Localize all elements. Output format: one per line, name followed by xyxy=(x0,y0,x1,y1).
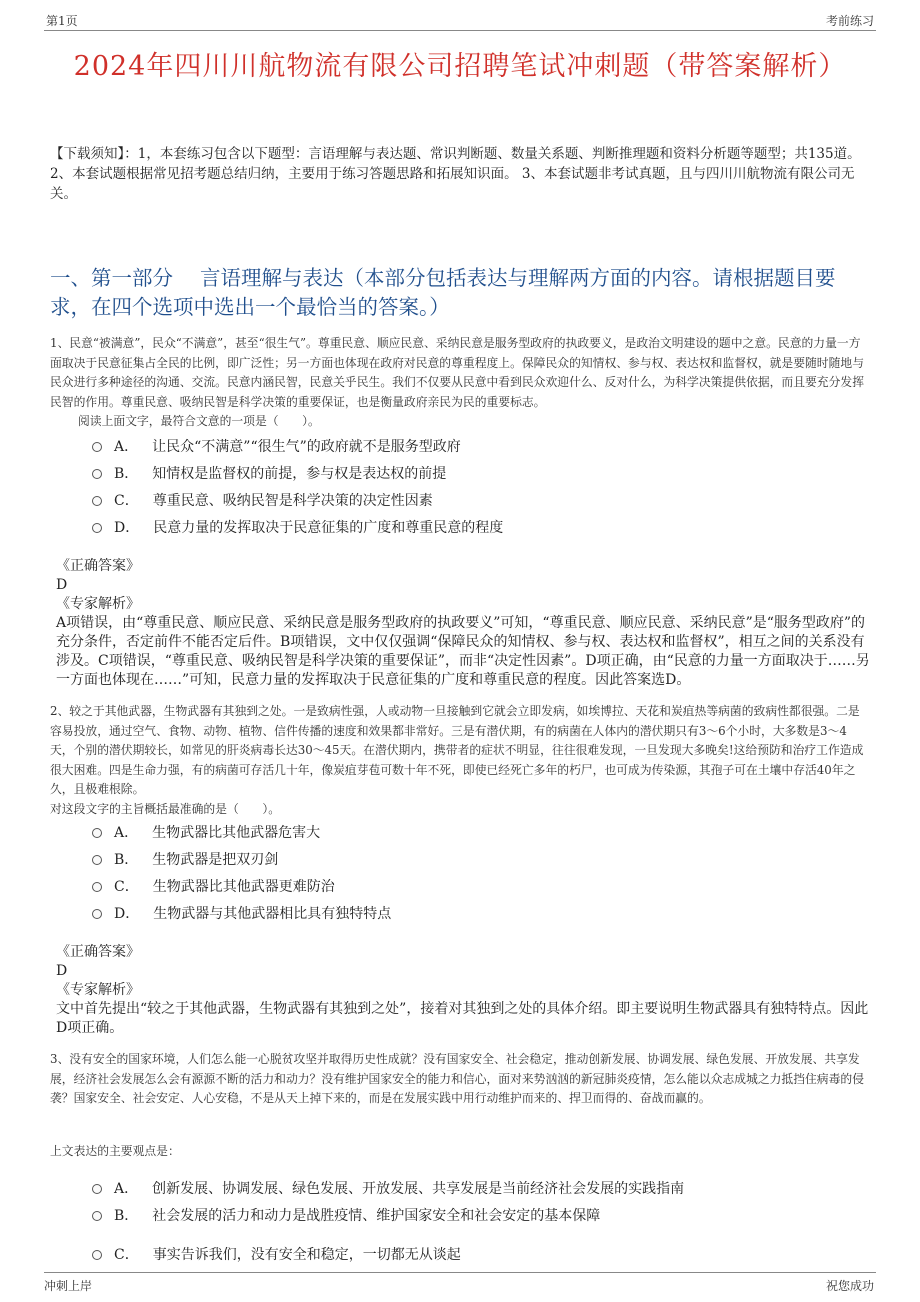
question-1-text: 1、民意“被满意”，民众“不满意”，甚至“很生气”。尊重民意、顺应民意、采纳民意是服务型政府的执政要义，是政治文明建设的题中之意。民意的力量一方面取决于民意征集占全民的比例，即广泛性；另一方面也体现在政府对民意的尊重程度上。保障民众的知情权、参与权、表达权和监督权，就是要随时随地与民众进行多种途径的沟通、交流。民意内涵民智，民意关乎民生。我们不仅要从民意中看到民众欢迎什么、反对什么，为科学决策提供依据，而且要充分发挥民智的作用。尊重民意、吸纳民智是科学决策的重要保证，也是衡量政府亲民为民的重要标志。 xyxy=(50,336,864,409)
question-1-stem xyxy=(50,334,868,432)
page-number: 第1页 xyxy=(46,14,78,28)
radio-icon[interactable] xyxy=(92,496,102,506)
footer-left-text: 冲刺上岸 xyxy=(44,1279,93,1293)
question-3-option-c[interactable]: C． 事实告诉我们，没有安全和稳定，一切都无从谈起 xyxy=(92,1244,461,1264)
answer-label: 《正确答案》 xyxy=(56,558,140,574)
header-tag: 考前练习 xyxy=(825,14,874,28)
question-1-prompt: 阅读上面文字，最符合文意的一项是（ ）。 xyxy=(78,414,320,428)
question-3-prompt: 上文表达的主要观点是： xyxy=(50,1144,180,1158)
document-title: 2024年四川川航物流有限公司招聘笔试冲刺题（带答案解析） xyxy=(73,51,847,82)
question-2-prompt: 对这段文字的主旨概括最准确的是（ ）。 xyxy=(50,801,281,816)
question-2-option-b[interactable]: B． 生物武器是把双刃剑 xyxy=(92,849,278,869)
question-2-stem xyxy=(50,702,868,819)
radio-icon[interactable] xyxy=(92,828,102,838)
footer-right-text: 祝您成功 xyxy=(825,1279,874,1293)
footer-rule xyxy=(44,1272,876,1273)
radio-icon[interactable] xyxy=(92,1211,102,1221)
question-2-option-c[interactable]: C． 生物武器比其他武器更难防治 xyxy=(92,876,335,896)
radio-icon[interactable] xyxy=(92,882,102,892)
analysis-text: A项错误，由“尊重民意、顺应民意、采纳民意是服务型政府的执政要义”可知，“尊重民意、顺应民意、采纳民意”是“服务型政府”的充分条件，否定前件不能否定后件。B项错误，文中仅仅强调“保障民众的知情权、参与权、表达权和监督权”，相互之间的关系没有涉及。C项错误，“尊重民意、吸纳民智是科学决策的重要保证”，而非“决定性因素”。D项正确，由“民意的力量一方面取决于……另一方面也体现在……”可知，民意力量的发挥取决于民意征集的广度和尊重民意的程度。因此答案选D。 xyxy=(56,615,870,688)
question-2-answer-block xyxy=(56,943,876,1038)
radio-icon[interactable] xyxy=(92,1250,102,1260)
analysis-label: 《专家解析》 xyxy=(56,596,140,612)
radio-icon[interactable] xyxy=(92,855,102,865)
answer-label: 《正确答案》 xyxy=(56,944,140,960)
question-3-option-a[interactable]: A． 创新发展、协调发展、绿色发展、开放发展、共享发展是当前经济社会发展的实践指南 xyxy=(92,1178,684,1198)
section-heading: 一、第一部分 言语理解与表达（本部分包括表达与理解两方面的内容。请根据题目要求，在四个选项中选出一个最恰当的答案。） xyxy=(50,266,836,319)
analysis-label: 《专家解析》 xyxy=(56,982,140,998)
question-2-option-d[interactable]: D． 生物武器与其他武器相比具有独特特点 xyxy=(92,903,391,923)
question-1-option-d[interactable]: D． 民意力量的发挥取决于民意征集的广度和尊重民意的程度 xyxy=(92,517,503,537)
answer-value: D xyxy=(56,577,68,593)
download-notice: 【下载须知】：1，本套练习包含以下题型：言语理解与表达题、常识判断题、数量关系题、判断推理题和资料分析题等题型；共135道。 2、本套试题根据常见招考题总结归纳，主要用于练习答题思路和拓展知识面。 3、本套试题非考试真题，且与四川川航物流有限公司无关。 xyxy=(50,146,861,202)
header-rule xyxy=(44,30,876,31)
question-1-option-a[interactable]: A． 让民众“不满意”“很生气”的政府就不是服务型政府 xyxy=(92,436,461,456)
question-1-option-c[interactable]: C． 尊重民意、吸纳民智是科学决策的决定性因素 xyxy=(92,490,433,510)
question-3-text: 3、没有安全的国家环境，人们怎么能一心脱贫攻坚并取得历史性成就？没有国家安全、社会稳定，推动创新发展、协调发展、绿色发展、开放发展、共享发展，经济社会发展怎么会有源源不断的活力和动力？没有维护国家安全的能力和信心，面对来势汹汹的新冠肺炎疫情，怎么能以众志成城之力抵挡住病毒的侵袭？国家安全、社会安定、人心安稳，不是从天上掉下来的，而是在发展实践中用行动维护而来的、捍卫而得的、奋战而赢的。 xyxy=(50,1052,864,1105)
page-footer xyxy=(0,1272,920,1302)
question-2-option-a[interactable]: A． 生物武器比其他武器危害大 xyxy=(92,822,320,842)
radio-icon[interactable] xyxy=(92,1184,102,1194)
question-2-text: 2、较之于其他武器，生物武器有其独到之处。一是致病性强，人或动物一旦接触到它就会立即发病，如埃博拉、天花和炭疽热等病菌的致病性都很强。二是容易投放，通过空气、食物、动物、植物、信件传播的速度和效果都非常好。三是有潜伏期，有的病菌在人体内的潜伏期只有3～6个小时，大多数是3～4天，个别的潜伏期较长，如常见的肝炎病毒长达30～45天。在潜伏期内，携带者的症状不明显，往往很难发现，一旦发现大多晚矣!这给预防和治疗工作造成很大困难。四是生命力强，有的病菌可存活几十年，像炭疽芽苞可数十年不死，即使已经死亡多年的朽尸，也可成为传染源，其孢子可在土壤中存活40年之久，且极难根除。 xyxy=(50,704,864,796)
radio-icon[interactable] xyxy=(92,469,102,479)
analysis-text: 文中首先提出“较之于其他武器，生物武器有其独到之处”，接着对其独到之处的具体介绍。即主要说明生物武器具有独特特点。因此D项正确。 xyxy=(56,1001,869,1036)
question-1-answer-block xyxy=(56,557,876,690)
radio-icon[interactable] xyxy=(92,523,102,533)
page-header xyxy=(0,0,920,30)
radio-icon[interactable] xyxy=(92,909,102,919)
question-1-option-b[interactable]: B． 知情权是监督权的前提，参与权是表达权的前提 xyxy=(92,463,446,483)
question-3-option-b[interactable]: B． 社会发展的活力和动力是战胜疫情、维护国家安全和社会安定的基本保障 xyxy=(92,1205,600,1225)
radio-icon[interactable] xyxy=(92,442,102,452)
question-3-stem xyxy=(50,1050,868,1109)
answer-value: D xyxy=(56,963,68,979)
